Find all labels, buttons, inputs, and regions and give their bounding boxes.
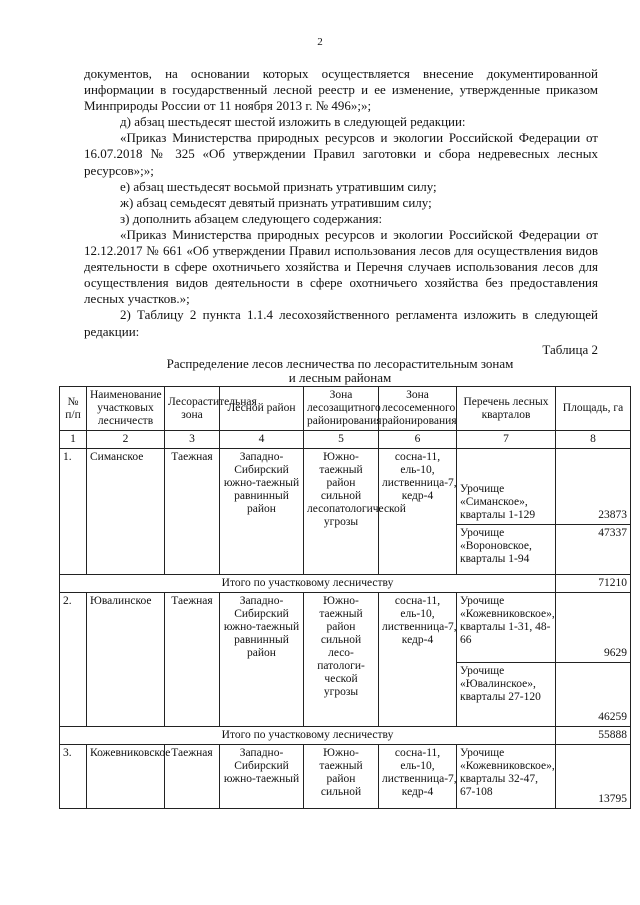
subtotal-row [60, 727, 631, 745]
forest-zone: Таежная [165, 745, 220, 809]
table-row [60, 449, 631, 525]
area-value: 9629 [556, 593, 631, 663]
column-number: 7 [457, 431, 556, 449]
paragraph: документов, на основании которых осуществляется внесение документированной информации в государственный лесной реестр и ее изменение, утвержденные приказом Минприроды России от 11 ноября 2013 г. № 496»;»; [84, 66, 598, 114]
seed-zone: сосна-11, ель-10, лиственница-7, кедр-4 [379, 449, 457, 575]
header-name: Наименование участковых лесничеств [87, 387, 165, 431]
paragraph: ж) абзац семьдесят девятый признать утратившим силу; [120, 194, 432, 210]
table-row [60, 593, 631, 663]
forestry-name: Симанское [87, 449, 165, 575]
forest-zone: Таежная [165, 449, 220, 575]
paragraph: 2) Таблицу 2 пункта 1.1.4 лесохозяйственного регламента изложить в следующей редакции: [84, 307, 598, 339]
area-value: 23873 [556, 449, 631, 525]
subtotal-label: Итого по участковому лесничеству [60, 575, 556, 593]
paragraph: з) дополнить абзацем следующего содержания: [120, 210, 383, 226]
column-number: 1 [60, 431, 87, 449]
header-region: Лесной район [220, 387, 304, 431]
subtotal-value: 71210 [556, 575, 631, 593]
subtotal-label: Итого по участковому лесничеству [60, 727, 556, 745]
row-num: 1. [60, 449, 87, 575]
table-label: Таблица 2 [542, 342, 598, 357]
column-number-row [60, 431, 631, 449]
protective-zone: Южно-таежный район сильной [304, 745, 379, 809]
forestry-name: Кожевниковское [87, 745, 165, 809]
area-value: 46259 [556, 663, 631, 727]
column-number: 3 [165, 431, 220, 449]
header-seed: Зона лесосеменного районирования [379, 387, 457, 431]
page-number: 2 [317, 36, 323, 48]
column-number: 8 [556, 431, 631, 449]
protective-zone: Южно-таежный район сильной лесопатологической угрозы [304, 449, 379, 575]
seed-zone: сосна-11, ель-10, лиственница-7, кедр-4 [379, 593, 457, 727]
quarters-list: Урочище «Ювалинское», кварталы 27-120 [457, 663, 556, 727]
document-body [84, 66, 598, 340]
paragraph: е) абзац шестьдесят восьмой признать утратившим силу; [120, 178, 437, 194]
subtotal-row [60, 575, 631, 593]
subtotal-value: 55888 [556, 727, 631, 745]
header-protective: Зона лесозащитного районирования [304, 387, 379, 431]
header-zone: Лесорастительная зона [165, 387, 220, 431]
header-num: № п/п [60, 387, 87, 431]
paragraph: «Приказ Министерства природных ресурсов и экологии Российской Федерации от 12.12.2017 № 661 «Об утверждении Правил использования лесов для осуществления видов деятельности в сфере охотничьего хозяйства и Перечня случаев использования лесов для осуществления видов деятельности в сфере охотничьего хозяйства без предоставления лесных участков.»; [84, 226, 598, 307]
quarters-list: Урочище «Кожевниковское», кварталы 1-31, 48-66 [457, 593, 556, 663]
table-row [60, 745, 631, 809]
column-number: 4 [220, 431, 304, 449]
quarters-list: Урочище «Кожевниковское», кварталы 32-47, 67-108 [457, 745, 556, 809]
column-number: 5 [304, 431, 379, 449]
forest-distribution-table [59, 386, 631, 809]
table-title [120, 357, 560, 385]
protective-zone: Южно-таежный район сильной лесо-патологи-ческой угрозы [304, 593, 379, 727]
forest-region: Западно-Сибирский южно-таежный [220, 745, 304, 809]
table-title-line: Распределение лесов лесничества по лесорастительным зонам [166, 356, 514, 371]
column-number: 6 [379, 431, 457, 449]
forestry-name: Ювалинское [87, 593, 165, 727]
forest-region: Западно-Сибирский южно-таежный равнинный район [220, 449, 304, 575]
table-title-line: и лесным районам [288, 370, 392, 385]
quarters-list: Урочище «Вороновское, кварталы 1-94 [457, 525, 556, 575]
paragraph: д) абзац шестьдесят шестой изложить в следующей редакции: [120, 114, 466, 130]
quarters-list: Урочище «Симанское», кварталы 1-129 [457, 449, 556, 525]
header-area: Площадь, га [556, 387, 631, 431]
table-header-row [60, 387, 631, 431]
header-quarters: Перечень лесных кварталов [457, 387, 556, 431]
seed-zone: сосна-11, ель-10, лиственница-7, кедр-4 [379, 745, 457, 809]
row-num: 3. [60, 745, 87, 809]
area-value: 47337 [556, 525, 631, 575]
paragraph: «Приказ Министерства природных ресурсов и экологии Российской Федерации от 16.07.2018 № 325 «Об утверждении Правил заготовки и сбора недревесных лесных ресурсов»;»; [84, 130, 598, 178]
forest-region: Западно-Сибирский южно-таежный равнинный район [220, 593, 304, 727]
row-num: 2. [60, 593, 87, 727]
column-number: 2 [87, 431, 165, 449]
forest-zone: Таежная [165, 593, 220, 727]
area-value: 13795 [556, 745, 631, 809]
